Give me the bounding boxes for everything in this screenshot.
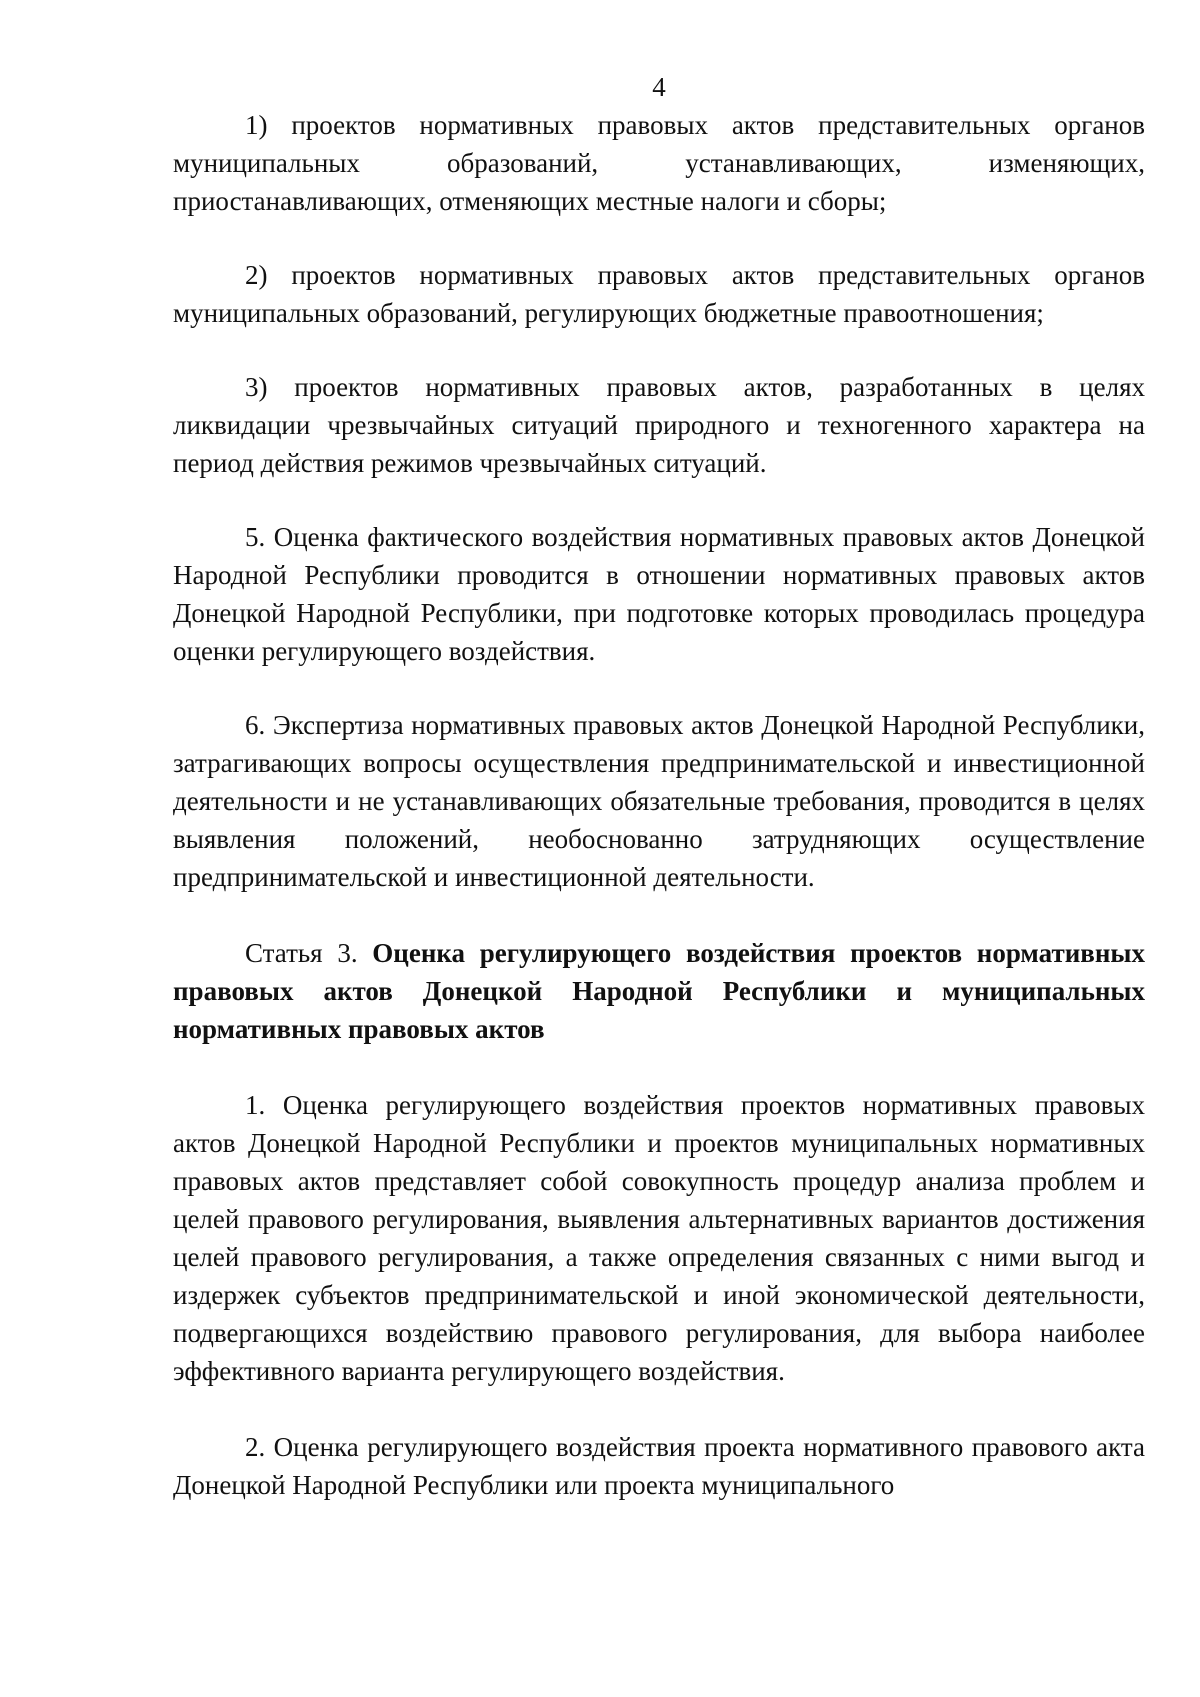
paragraph-clause-5: 5. Оценка фактического воздействия нормативных правовых актов Донецкой Народной Республики проводится в отношении нормативных правовых актов Донецкой Народной Республики, при подготовке которых проводилась процедура оценки регулирующего воздействия. <box>173 522 1145 666</box>
article-paragraph-2: 2. Оценка регулирующего воздействия проекта нормативного правового акта Донецкой Народной Республики или проекта муниципального <box>173 1432 1145 1500</box>
article-heading <box>173 934 1145 1048</box>
article-paragraph-1: 1. Оценка регулирующего воздействия проектов нормативных правовых актов Донецкой Народной Республики и проектов муниципальных нормативных правовых актов представляет собой совокупность процедур анализа проблем и целей правового регулирования, выявления альтернативных вариантов достижения целей правового регулирования, а также определения связанных с ними выгод и издержек субъектов предпринимательской и иной экономической деятельности, подвергающихся воздействию правового регулирования, для выбора наиболее эффективного варианта регулирующего воздействия. <box>173 1090 1145 1386</box>
article-prefix: Статья 3. <box>245 938 373 968</box>
paragraph-item-1: 1) проектов нормативных правовых актов представительных органов муниципальных образований, устанавливающих, изменяющих, приостанавливающих, отменяющих местные налоги и сборы; <box>173 110 1145 216</box>
paragraph-item-2: 2) проектов нормативных правовых актов представительных органов муниципальных образований, регулирующих бюджетные правоотношения; <box>173 260 1145 328</box>
paragraph-item-3: 3) проектов нормативных правовых актов, разработанных в целях ликвидации чрезвычайных ситуаций природного и техногенного характера на период действия режимов чрезвычайных ситуаций. <box>173 372 1145 478</box>
page-number: 4 <box>652 72 666 102</box>
document-page <box>173 60 1145 1504</box>
paragraph-clause-6: 6. Экспертиза нормативных правовых актов Донецкой Народной Республики, затрагивающих вопросы осуществления предпринимательской и инвестиционной деятельности и не устанавливающих обязательные требования, проводится в целях выявления положений, необоснованно затрудняющих осуществление предпринимательской и инвестиционной деятельности. <box>173 710 1145 892</box>
article-title: Оценка регулирующего воздействия проектов нормативных правовых актов Донецкой Народной Республики и муниципальных нормативных правовых актов <box>173 938 1145 1044</box>
